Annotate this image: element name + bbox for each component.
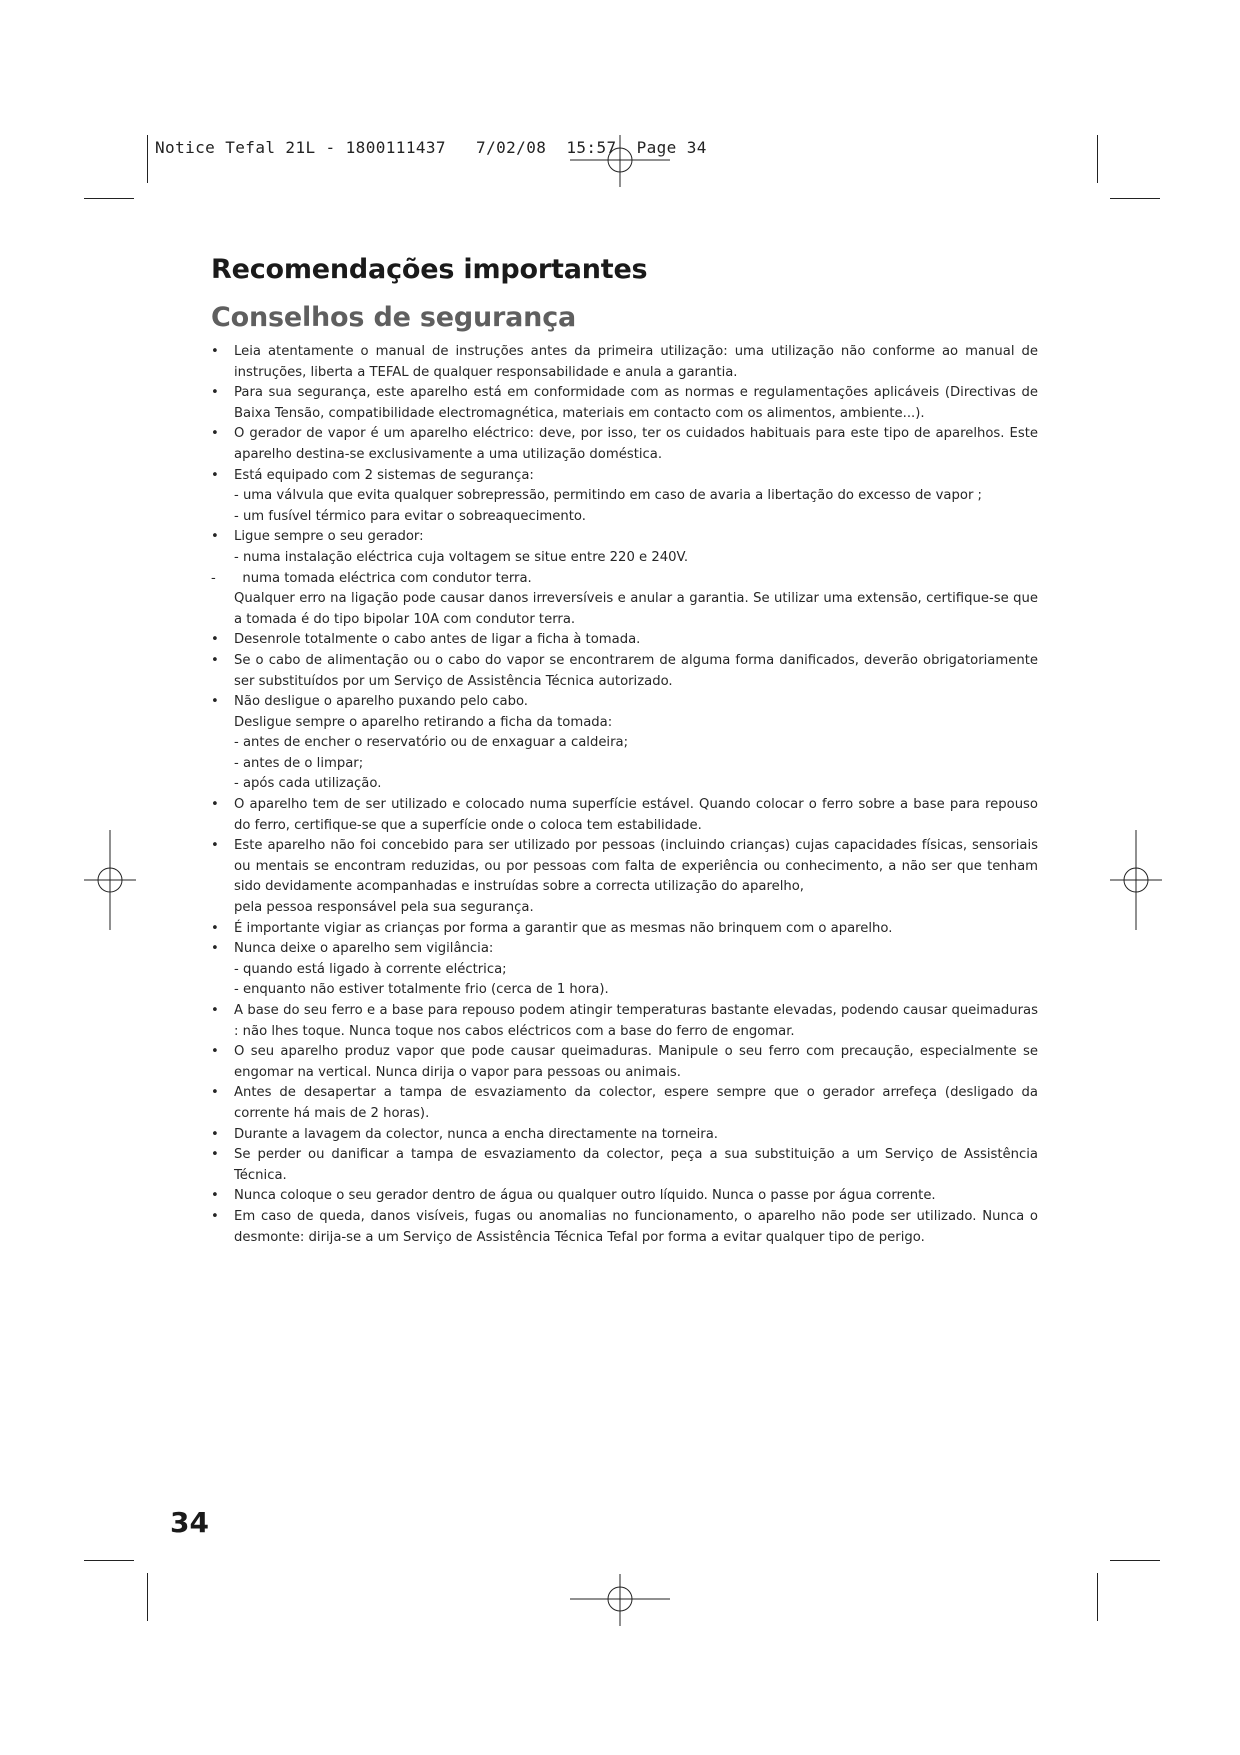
bullet-marker: • <box>211 941 219 957</box>
list-item-subline: pela pessoa responsável pela sua segurança. <box>234 900 534 916</box>
list-item-text: Leia atentamente o manual de instruções antes da primeira utilização: uma utilização não conforme ao manual de instruções, liberta a TEFAL de qualquer responsabilidade e anula a garantia. <box>234 344 1038 380</box>
list-item-subline: - antes de encher o reservatório ou de enxaguar a caldeira; <box>234 735 629 751</box>
list-item <box>211 383 1038 424</box>
list-item-text: É importante vigiar as crianças por forma a garantir que as mesmas não brinquem com o aparelho. <box>234 920 893 936</box>
list-item-text: Ligue sempre o seu gerador: <box>234 529 424 545</box>
list-item <box>211 795 1038 836</box>
list-item-text: Nunca coloque o seu gerador dentro de água ou qualquer outro líquido. Nunca o passe por água corrente. <box>234 1188 936 1204</box>
registration-mark-bottom-icon <box>570 1574 670 1626</box>
crop-mark-bottom-left-vertical <box>147 1573 148 1621</box>
list-item-text: Nunca deixe o aparelho sem vigilância: <box>234 941 494 957</box>
list-item <box>211 919 1038 940</box>
list-item <box>211 630 1038 651</box>
crop-mark-top-left-horizontal <box>84 198 134 199</box>
crop-mark-bottom-right-vertical <box>1097 1573 1098 1621</box>
section-subtitle: Conselhos de segurança <box>211 302 577 333</box>
bullet-marker: • <box>211 694 219 710</box>
registration-mark-left-icon <box>84 830 136 930</box>
list-item <box>211 651 1038 692</box>
list-item <box>211 1186 1038 1207</box>
bullet-marker: • <box>211 797 219 813</box>
list-item <box>211 1042 1038 1083</box>
bullet-marker: • <box>211 1085 219 1101</box>
bullet-marker: • <box>211 1044 219 1060</box>
dash-marker: - <box>211 570 216 586</box>
list-item-text: Em caso de queda, danos visíveis, fugas ou anomalias no funcionamento, o aparelho não pode ser utilizado. Nunca o desmonte: dirija-se a um Serviço de Assistência Técnica Tefal por forma a evitar qualquer tipo de perigo. <box>234 1208 1038 1245</box>
safety-list <box>211 342 1038 1248</box>
bullet-marker: • <box>211 652 219 668</box>
list-item-subline: - antes de o limpar; <box>234 755 364 771</box>
list-item <box>211 1083 1038 1124</box>
bullet-marker: • <box>211 385 219 401</box>
page-number: 34 <box>170 1506 209 1539</box>
list-item-text: Durante a lavagem da colector, nunca a encha directamente na torneira. <box>234 1126 719 1142</box>
page-title: Recomendações importantes <box>211 254 648 285</box>
crop-mark-bottom-left-horizontal <box>84 1560 134 1561</box>
list-item-text: Se o cabo de alimentação ou o cabo do vapor se encontrarem de alguma forma danificados, deverão obrigatoriamente ser substituídos por um Serviço de Assistência Técnica autorizado. <box>234 652 1038 689</box>
list-item <box>211 1001 1038 1042</box>
bullet-marker: • <box>211 920 219 936</box>
list-item-subline: - um fusível térmico para evitar o sobreaquecimento. <box>234 508 586 524</box>
list-item-text: Antes de desapertar a tampa de esvaziamento da colector, espere sempre que o gerador arrefeça (desligado da corrente há mais de 2 horas). <box>234 1085 1038 1121</box>
list-item-subline: - após cada utilização. <box>234 776 382 792</box>
list-item <box>211 527 1038 568</box>
list-item-text: Não desligue o aparelho puxando pelo cabo. <box>234 694 528 710</box>
list-item <box>211 1207 1038 1248</box>
list-item-text: Para sua segurança, este aparelho está em conformidade com as normas e regulamentações aplicáveis (Directivas de Baixa Tensão, compatibilidade electromagnética, materiais em contacto com os alimentos, ambiente...). <box>234 385 1038 421</box>
list-item <box>211 1145 1038 1186</box>
bullet-marker: • <box>211 1003 219 1018</box>
list-item-text: Se perder ou danificar a tampa de esvaziamento da colector, peça a sua substituição a um Serviço de Assistência Técnica. <box>234 1147 1038 1183</box>
list-item <box>211 939 1038 1001</box>
bullet-marker: • <box>211 838 219 854</box>
list-item-text: numa tomada eléctrica com condutor terra. <box>234 570 532 586</box>
list-item-text: Este aparelho não foi concebido para ser utilizado por pessoas (incluindo crianças) cujas capacidades físicas, sensoriais ou mentais se encontram reduzidas, ou por pessoas com falta de experiência ou conhecimento, a não ser que tenham sido devidamente acompanhadas e instruídas sobre a correcta utilização do aparelho, <box>234 838 1038 895</box>
list-item <box>211 342 1038 383</box>
bullet-marker: • <box>211 467 219 483</box>
list-item-subline: - numa instalação eléctrica cuja voltagem se situe entre 220 e 240V. <box>234 549 689 565</box>
bullet-marker: • <box>211 1126 219 1142</box>
list-item-text: O gerador de vapor é um aparelho eléctrico: deve, por isso, ter os cuidados habituais para este tipo de aparelhos. Este aparelho destina-se exclusivamente a uma utilização doméstica. <box>234 426 1038 462</box>
list-item-subline: Qualquer erro na ligação pode causar danos irreversíveis e anular a garantia. Se utilizar uma extensão, certifique-se que a tomada é do tipo bipolar 10A com condutor terra. <box>234 591 1038 627</box>
list-item <box>211 569 1038 631</box>
crop-mark-top-right-vertical <box>1097 135 1098 183</box>
bullet-marker: • <box>211 632 219 648</box>
list-item-subline: - uma válvula que evita qualquer sobrepressão, permitindo em caso de avaria a libertação do excesso de vapor ; <box>234 488 982 504</box>
list-item-subline: - enquanto não estiver totalmente frio (cerca de 1 hora). <box>234 982 609 998</box>
list-item-subline: - quando está ligado à corrente eléctrica; <box>234 961 507 977</box>
bullet-marker: • <box>211 344 219 359</box>
crop-mark-bottom-right-horizontal <box>1110 1560 1160 1561</box>
list-item <box>211 424 1038 465</box>
bullet-marker: • <box>211 1188 219 1204</box>
list-item <box>211 1125 1038 1146</box>
bullet-marker: • <box>211 529 219 545</box>
list-item-text: Desenrole totalmente o cabo antes de ligar a ficha à tomada. <box>234 632 641 648</box>
bullet-marker: • <box>211 1208 219 1224</box>
list-item <box>211 692 1038 795</box>
print-slug: Notice Tefal 21L - 1800111437 7/02/08 15:57 Page 34 <box>155 138 707 157</box>
registration-mark-right-icon <box>1110 830 1162 930</box>
list-item-text: O aparelho tem de ser utilizado e colocado numa superfície estável. Quando colocar o ferro sobre a base para repouso do ferro, certifique-se que a superfície onde o coloca tem estabilidade. <box>234 797 1038 833</box>
list-item <box>211 836 1038 918</box>
bullet-marker: • <box>211 1147 219 1163</box>
crop-mark-top-left-vertical <box>147 135 148 183</box>
list-item-text: A base do seu ferro e a base para repouso podem atingir temperaturas bastante elevadas, podendo causar queimaduras : não lhes toque. Nunca toque nos cabos eléctricos com a base do ferro de engomar. <box>234 1003 1038 1039</box>
crop-mark-top-right-horizontal <box>1110 198 1160 199</box>
bullet-marker: • <box>211 426 219 442</box>
list-item-text: O seu aparelho produz vapor que pode causar queimaduras. Manipule o seu ferro com precaução, especialmente se engomar na vertical. Nunca dirija o vapor para pessoas ou animais. <box>234 1044 1038 1080</box>
list-item-text: Está equipado com 2 sistemas de segurança: <box>234 467 534 483</box>
list-item <box>211 466 1038 528</box>
list-item-subline: Desligue sempre o aparelho retirando a ficha da tomada: <box>234 714 613 730</box>
